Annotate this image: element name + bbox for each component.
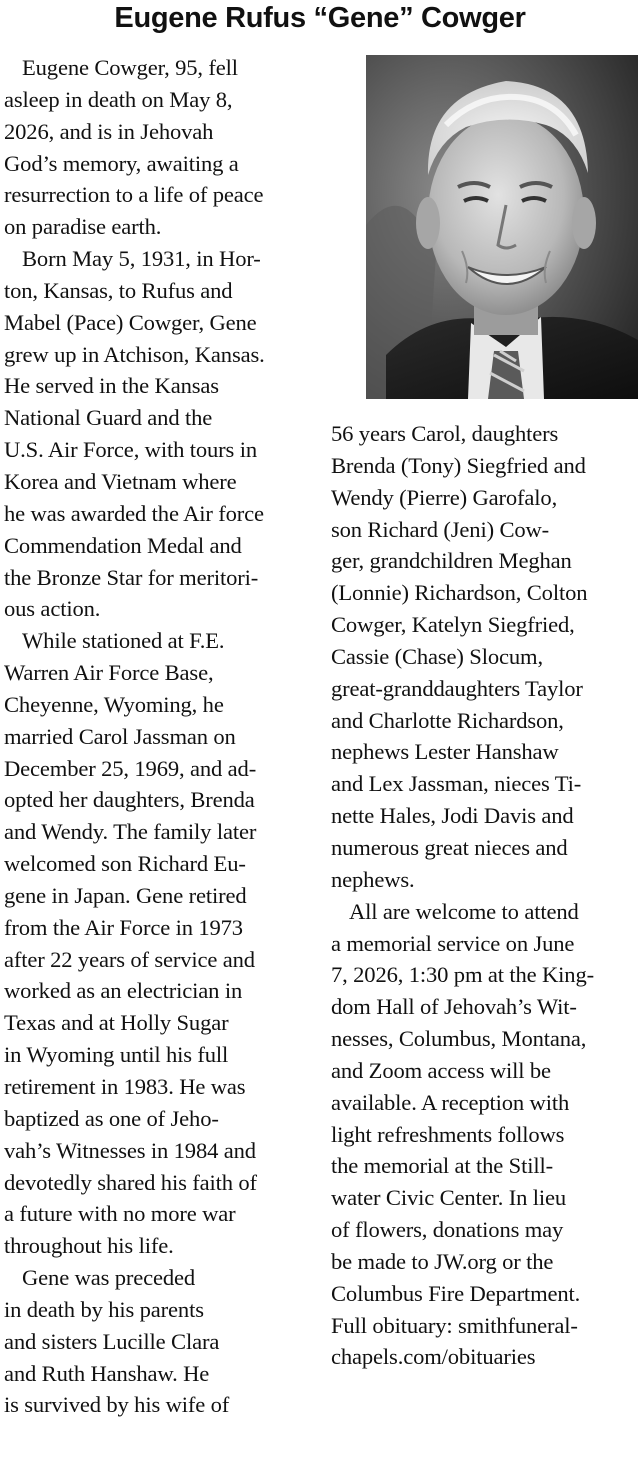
text-line: Cassie (Chase) Slocum, [331,643,543,669]
text-line: and Lex Jassman, nieces Ti- [331,771,582,797]
text-line: in death by his parents [4,1296,204,1322]
text-line: baptized as one of Jeho- [4,1105,219,1131]
text-line: Born May 5, 1931, in Hor- [22,246,261,272]
text-line: 2026, and is in Jehovah [4,118,214,144]
text-line: nesses, Columbus, Montana, [331,1026,587,1052]
text-line: worked as an electrician in [4,978,243,1004]
text-line: and Charlotte Richardson, [331,707,564,733]
text-line: Wendy (Pierre) Garofalo, [331,484,558,510]
text-line: Texas and at Holly Sugar [4,1010,229,1036]
text-line: All are welcome to attend [349,898,579,924]
text-line: Cowger, Katelyn Siegfried, [331,612,575,638]
text-line: son Richard (Jeni) Cow- [331,516,550,542]
portrait-photo [366,55,638,399]
text-line: nette Hales, Jodi Davis and [331,803,574,829]
text-line: devotedly shared his faith of [4,1169,257,1195]
text-line: on paradise earth. [4,214,162,240]
text-line: gene in Japan. Gene retired [4,882,247,908]
text-line: ton, Kansas, to Rufus and [4,277,233,303]
text-line: Columbus Fire Department. [331,1280,581,1306]
portrait-illustration [366,55,638,399]
text-line: and Ruth Hanshaw. He [4,1360,210,1386]
text-line: Cheyenne, Wyoming, he [4,691,224,717]
text-line: opted her daughters, Brenda [4,787,255,813]
right-column [331,418,640,1373]
text-line: and Zoom access will be [331,1057,551,1083]
text-line: available. A reception with [331,1089,570,1115]
text-line: water Civic Center. In lieu [331,1185,566,1211]
text-line: nephews. [331,866,415,892]
text-line: Korea and Vietnam where [4,468,237,494]
text-line: welcomed son Richard Eu- [4,851,246,877]
text-line: dom Hall of Jehovah’s Wit- [331,994,577,1020]
text-line: resurrection to a life of peace [4,182,264,208]
text-line: light refreshments follows [331,1121,565,1147]
text-line: Full obituary: smithfuneral- [331,1312,578,1338]
text-line: U.S. Air Force, with tours in [4,437,257,463]
text-line: Commendation Medal and [4,532,242,558]
text-line: great-granddaughters Taylor [331,675,583,701]
text-line: ous action. [4,596,101,622]
text-line: asleep in death on May 8, [4,86,233,112]
text-line: vah’s Witnesses in 1984 and [4,1137,256,1163]
text-line: in Wyoming until his full [4,1042,229,1068]
text-line: and Wendy. The family later [4,819,257,845]
text-line: nephews Lester Hanshaw [331,739,559,765]
text-line: Eugene Cowger, 95, fell [22,55,238,80]
text-line: 56 years Carol, daughters [331,421,559,446]
text-line: retirement in 1983. He was [4,1074,246,1099]
left-column [4,52,310,1421]
text-line: ger, grandchildren Meghan [331,548,572,574]
text-line: throughout his life. [4,1233,174,1259]
text-line: Brenda (Tony) Siegfried and [331,452,586,478]
text-line: a memorial service on June [331,930,575,956]
text-line: numerous great nieces and [331,834,568,860]
text-line: He served in the Kansas [4,373,219,399]
text-line: (Lonnie) Richardson, Colton [331,580,588,606]
text-line: from the Air Force in 1973 [4,914,243,940]
text-line: after 22 years of service and [4,946,255,972]
text-line: God’s memory, awaiting a [4,150,239,176]
text-line: Warren Air Force Base, [4,660,214,686]
text-line: National Guard and the [4,405,213,431]
obituary-title: Eugene Rufus “Gene” Cowger [114,2,526,34]
text-line: grew up in Atchison, Kansas. [4,341,265,367]
text-line: married Carol Jassman on [4,723,236,749]
text-line: chapels.com/obituaries [331,1344,536,1370]
text-line: he was awarded the Air force [4,500,264,526]
text-line: the memorial at the Still- [331,1153,553,1179]
text-line: December 25, 1969, and ad- [4,755,257,781]
text-line: and sisters Lucille Clara [4,1328,220,1354]
text-line: the Bronze Star for meritori- [4,564,259,590]
text-line: a future with no more war [4,1201,236,1227]
text-line: While stationed at F.E. [22,628,225,654]
text-line: Gene was preceded [22,1265,196,1291]
text-line: Mabel (Pace) Cowger, Gene [4,309,257,335]
text-line: be made to JW.org or the [331,1248,554,1274]
text-line: of flowers, donations may [331,1217,564,1243]
text-line: 7, 2026, 1:30 pm at the King- [331,962,594,988]
text-line: is survived by his wife of [4,1392,230,1418]
